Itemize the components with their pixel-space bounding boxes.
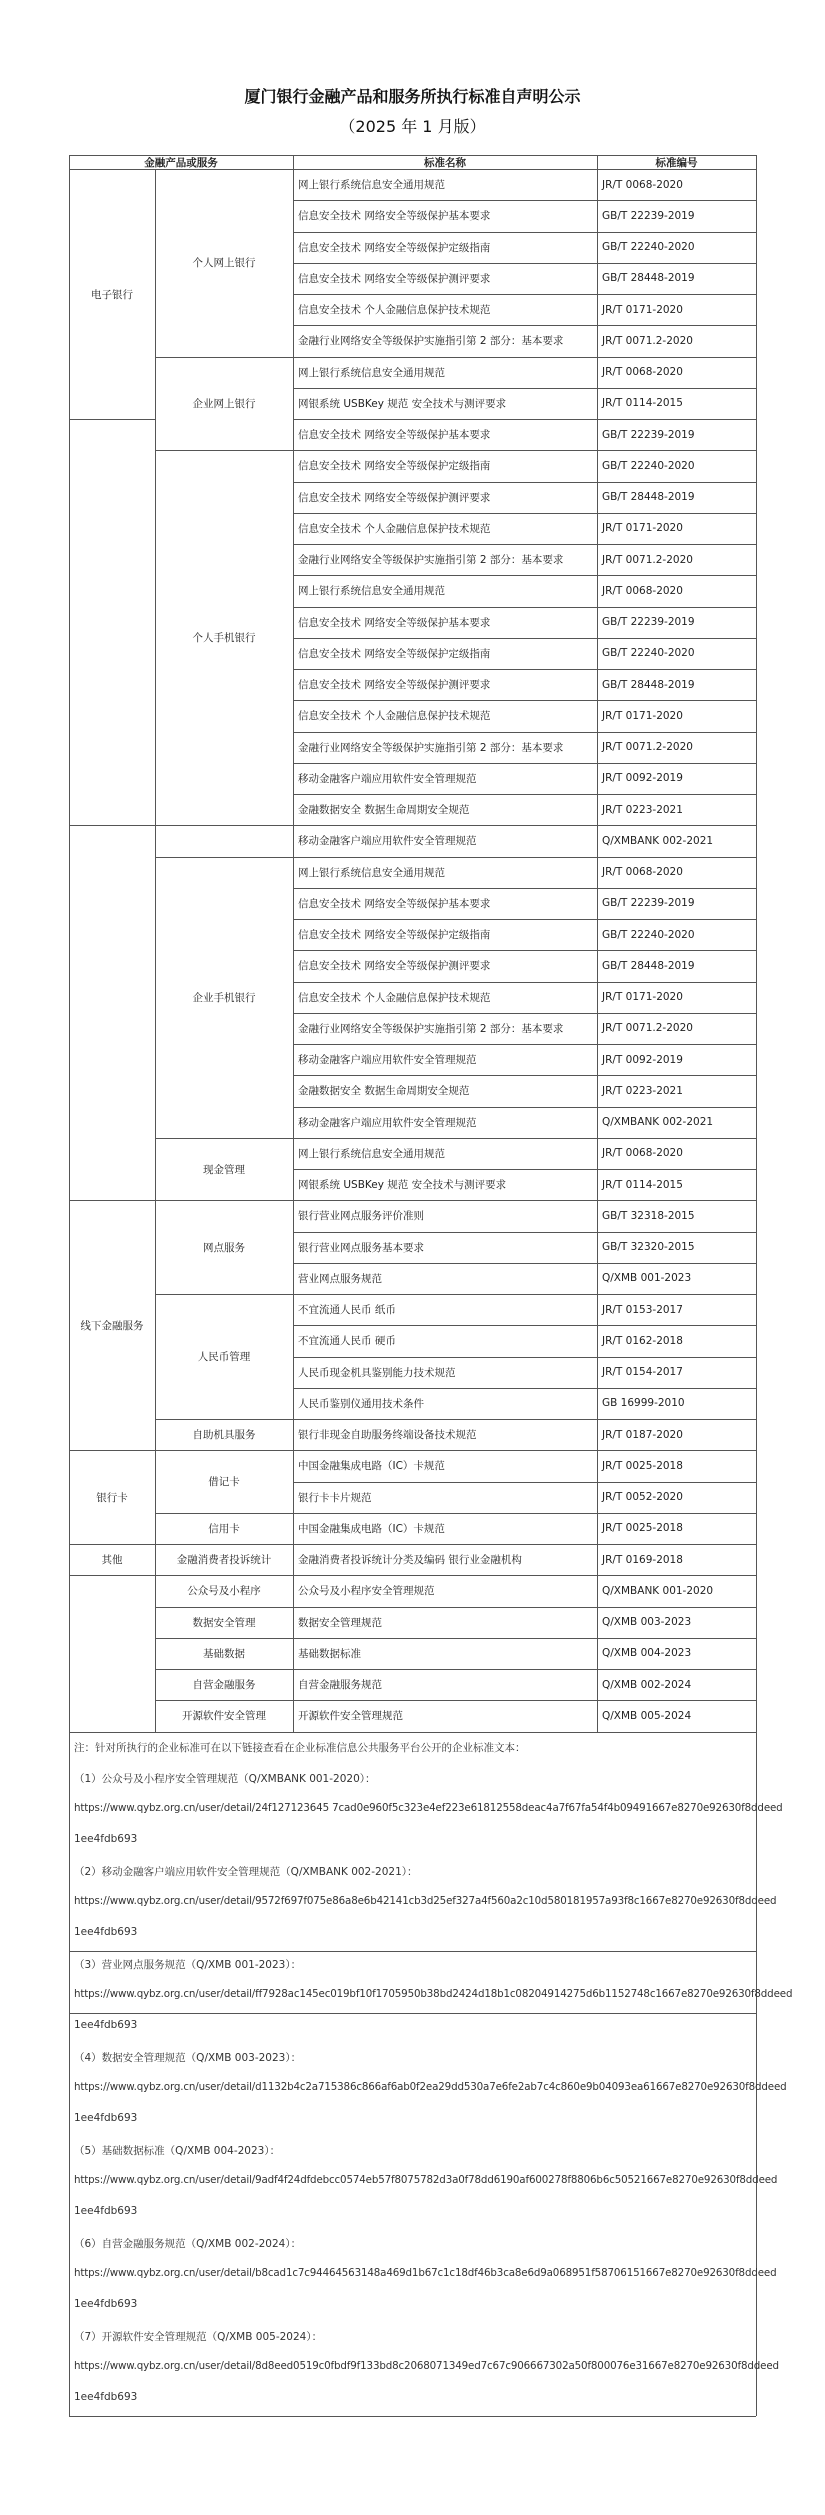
product-rule	[155, 1669, 293, 1670]
standard-code-cell: GB/T 22240-2020	[602, 647, 695, 660]
standard-name-cell: 网上银行系统信息安全通用规范	[298, 179, 445, 192]
standard-code-cell: JR/T 0068-2020	[602, 584, 683, 597]
note-text: 1ee4fdb693	[74, 2297, 138, 2310]
standard-name-cell: 信息安全技术 网络安全等级保护基本要求	[298, 210, 491, 223]
standard-name-cell: 人民币现金机具鉴别能力技术规范	[298, 1366, 456, 1379]
note-text: （3）营业网点服务规范（Q/XMB 001-2023）：	[74, 1958, 302, 1971]
note-text: （5）基础数据标准（Q/XMB 004-2023）：	[74, 2144, 281, 2157]
product-rule	[155, 1200, 293, 1201]
standard-code-cell: JR/T 0052-2020	[602, 1491, 683, 1504]
product-rule	[155, 857, 293, 858]
standard-name-cell: 信息安全技术 网络安全等级保护测评要求	[298, 679, 491, 692]
note-link[interactable]: https://www.qybz.org.cn/user/detail/ff7928ac145ec019bf10f1705950b38bd2424d18b1c08204914275d6b1152748c1667e8270e92630f8ddeed	[74, 1987, 793, 2000]
standard-code-cell: JR/T 0171-2020	[602, 303, 683, 316]
standard-code-cell: GB/T 22240-2020	[602, 459, 695, 472]
standard-code-cell: JR/T 0071.2-2020	[602, 334, 693, 347]
standard-code-cell: JR/T 0187-2020	[602, 1428, 683, 1441]
note-text: 1ee4fdb693	[74, 2111, 138, 2124]
product-rule	[155, 1138, 293, 1139]
product-rule	[155, 825, 293, 826]
note-text: （2）移动金融客户端应用软件安全管理规范（Q/XMBANK 002-2021）：	[74, 1865, 418, 1878]
note-link[interactable]: https://www.qybz.org.cn/user/detail/b8cad1c7c94464563148a469d1b67c1c18df46b3ca8e6d9a068951f58706151667e8270e92630f8ddeed	[74, 2266, 777, 2279]
product-cell: 自助机具服务	[192, 1429, 256, 1442]
note-text: 1ee4fdb693	[74, 1925, 138, 1938]
category-rule	[69, 1575, 155, 1576]
standard-code-cell: GB/T 28448-2019	[602, 959, 695, 972]
standard-code-cell: JR/T 0171-2020	[602, 991, 683, 1004]
product-cell: 基础数据	[203, 1647, 245, 1660]
standard-code-cell: JR/T 0153-2017	[602, 1303, 683, 1316]
standard-code-cell: JR/T 0162-2018	[602, 1334, 683, 1347]
note-text: 注：针对所执行的企业标准可在以下链接查看在企业标准信息公共服务平台公开的企业标准文本：	[74, 1741, 526, 1754]
standard-code-cell: GB/T 22240-2020	[602, 241, 695, 254]
standard-name-cell: 银行营业网点服务评价准则	[298, 1210, 424, 1223]
category-rule	[69, 1450, 155, 1451]
standard-code-cell: JR/T 0071.2-2020	[602, 741, 693, 754]
col1-rule	[155, 169, 156, 1732]
standard-name-cell: 移动金融客户端应用软件安全管理规范	[298, 1116, 477, 1129]
standard-name-cell: 移动金融客户端应用软件安全管理规范	[298, 835, 477, 848]
standard-code-cell: JR/T 0092-2019	[602, 1053, 683, 1066]
note-link[interactable]: https://www.qybz.org.cn/user/detail/24f127123645 7cad0e960f5c323e4ef223e61812558deac4a7f67fa54f4b09491667e8270e92630f8ddeed	[74, 1801, 783, 1814]
note-text: （6）自营金融服务规范（Q/XMB 002-2024）：	[74, 2237, 302, 2250]
product-rule	[155, 1513, 293, 1514]
note-text: 1ee4fdb693	[74, 1832, 138, 1845]
standard-code-cell: JR/T 0025-2018	[602, 1459, 683, 1472]
note-text: 1ee4fdb693	[74, 2390, 138, 2403]
notes-frame	[69, 1732, 70, 2416]
standard-code-cell: GB/T 22239-2019	[602, 616, 695, 629]
standard-name-cell: 网银系统 USBKey 规范 安全技术与测评要求	[298, 1179, 507, 1192]
standard-name-cell: 移动金融客户端应用软件安全管理规范	[298, 1054, 477, 1067]
product-rule	[155, 1700, 293, 1701]
header-standard-code: 标准编号	[655, 156, 698, 169]
note-link[interactable]: https://www.qybz.org.cn/user/detail/8d8eed0519c0fbdf9f133bd8c2068071349ed7c67c906667302a50f800076e31667e8270e92630f8ddeed	[74, 2359, 779, 2372]
standard-code-cell: Q/XMBANK 002-2021	[602, 1116, 714, 1129]
note-text: 1ee4fdb693	[74, 2204, 138, 2217]
standard-name-cell: 移动金融客户端应用软件安全管理规范	[298, 772, 477, 785]
standard-code-cell: GB/T 28448-2019	[602, 272, 695, 285]
standard-code-cell: JR/T 0068-2020	[602, 366, 683, 379]
standard-code-cell: JR/T 0068-2020	[602, 1147, 683, 1160]
right-rule	[756, 155, 757, 1732]
standard-name-cell: 信息安全技术 网络安全等级保护基本要求	[298, 429, 491, 442]
standard-name-cell: 自营金融服务规范	[298, 1679, 382, 1692]
standard-code-cell: JR/T 0223-2021	[602, 1084, 683, 1097]
product-rule	[155, 1419, 293, 1420]
standard-name-cell: 金融行业网络安全等级保护实施指引第 2 部分：基本要求	[298, 335, 564, 348]
col3-rule	[597, 155, 598, 1732]
standard-code-cell: JR/T 0071.2-2020	[602, 553, 693, 566]
note-link[interactable]: https://www.qybz.org.cn/user/detail/9572f697f075e86a8e6b42141cb3d25ef327a4f560a2c10d580181957a93f8c1667e8270e92630f8ddeed	[74, 1894, 777, 1907]
standard-name-cell: 网上银行系统信息安全通用规范	[298, 1147, 445, 1160]
category-cell: 线下金融服务	[80, 1319, 144, 1332]
category-rule	[69, 419, 155, 420]
standard-name-cell: 信息安全技术 网络安全等级保护定级指南	[298, 241, 491, 254]
standard-code-cell: GB/T 22240-2020	[602, 928, 695, 941]
standard-name-cell: 信息安全技术 网络安全等级保护基本要求	[298, 616, 491, 629]
product-cell: 现金管理	[203, 1163, 245, 1176]
standard-name-cell: 信息安全技术 网络安全等级保护基本要求	[298, 897, 491, 910]
category-cell: 电子银行	[91, 288, 133, 301]
standard-code-cell: Q/XMBANK 001-2020	[602, 1584, 714, 1597]
standard-code-cell: GB/T 28448-2019	[602, 491, 695, 504]
standard-code-cell: JR/T 0223-2021	[602, 803, 683, 816]
product-rule	[155, 1575, 293, 1576]
standard-code-cell: GB/T 32318-2015	[602, 1209, 695, 1222]
standard-name-cell: 银行营业网点服务基本要求	[298, 1241, 424, 1254]
standard-code-cell: GB/T 22239-2019	[602, 209, 695, 222]
standard-name-cell: 网上银行系统信息安全通用规范	[298, 366, 445, 379]
product-cell: 借记卡	[208, 1476, 240, 1488]
standard-code-cell: JR/T 0092-2019	[602, 772, 683, 785]
standard-code-cell: JR/T 0071.2-2020	[602, 1022, 693, 1035]
standard-code-cell: JR/T 0171-2020	[602, 522, 683, 535]
standard-code-cell: JR/T 0171-2020	[602, 709, 683, 722]
note-link[interactable]: https://www.qybz.org.cn/user/detail/9adf4f24dfdebcc0574eb57f8075782d3a0f78dd6190af600278f8806b6c50521667e8270e92630f8ddeed	[74, 2173, 778, 2186]
standard-name-cell: 金融行业网络安全等级保护实施指引第 2 部分：基本要求	[298, 554, 564, 567]
standard-name-cell: 信息安全技术 网络安全等级保护测评要求	[298, 272, 491, 285]
document-title: 厦门银行金融产品和服务所执行标准自声明公示	[244, 87, 581, 106]
standard-name-cell: 信息安全技术 网络安全等级保护定级指南	[298, 460, 491, 473]
standard-code-cell: GB/T 32320-2015	[602, 1241, 695, 1254]
standard-code-cell: JR/T 0169-2018	[602, 1553, 683, 1566]
standard-name-cell: 信息安全技术 网络安全等级保护测评要求	[298, 960, 491, 973]
product-cell: 开源软件安全管理	[182, 1710, 266, 1723]
notes-frame	[69, 2416, 756, 2417]
standard-code-cell: Q/XMBANK 002-2021	[602, 834, 714, 847]
standard-code-cell: Q/XMB 005-2024	[602, 1709, 692, 1722]
document-subtitle: （2025 年 1 月版）	[339, 117, 486, 136]
standard-name-cell: 金融数据安全 数据生命周期安全规范	[298, 804, 470, 817]
standard-name-cell: 网银系统 USBKey 规范 安全技术与测评要求	[298, 397, 507, 410]
standard-name-cell: 银行卡卡片规范	[298, 1491, 372, 1504]
standard-code-cell: JR/T 0068-2020	[602, 178, 683, 191]
product-cell: 企业网上银行	[192, 397, 256, 410]
left-rule	[69, 155, 70, 1732]
standard-code-cell: GB 16999-2010	[602, 1397, 685, 1410]
product-cell: 数据安全管理	[192, 1616, 256, 1629]
standard-name-cell: 金融行业网络安全等级保护实施指引第 2 部分：基本要求	[298, 741, 564, 754]
standard-code-cell: Q/XMB 003-2023	[602, 1616, 692, 1629]
standard-name-cell: 信息安全技术 个人金融信息保护技术规范	[298, 522, 491, 535]
note-text: 1ee4fdb693	[74, 2018, 138, 2031]
product-rule	[155, 1638, 293, 1639]
category-rule	[69, 825, 155, 826]
standard-name-cell: 网上银行系统信息安全通用规范	[298, 866, 445, 879]
standard-name-cell: 基础数据标准	[298, 1647, 361, 1660]
standard-code-cell: Q/XMB 001-2023	[602, 1272, 692, 1285]
product-rule	[155, 450, 293, 451]
standard-name-cell: 银行非现金自助服务终端设备技术规范	[298, 1429, 477, 1442]
standard-code-cell: GB/T 28448-2019	[602, 678, 695, 691]
standard-code-cell: GB/T 22239-2019	[602, 428, 695, 441]
note-link[interactable]: https://www.qybz.org.cn/user/detail/d1132b4c2a715386c866af6ab0f2ea29dd530a7e6fe2ab7c4c860e9b04093ea61667e8270e92630f8ddeed	[74, 2080, 787, 2093]
standard-name-cell: 中国金融集成电路（IC）卡规范	[298, 1460, 445, 1473]
standard-name-cell: 数据安全管理规范	[298, 1616, 382, 1629]
standard-name-cell: 信息安全技术 个人金融信息保护技术规范	[298, 304, 491, 317]
standard-name-cell: 信息安全技术 网络安全等级保护定级指南	[298, 647, 491, 660]
product-cell: 网点服务	[203, 1241, 245, 1254]
standard-name-cell: 不宜流通人民币 硬币	[298, 1335, 396, 1348]
notes-frame	[756, 1732, 757, 2416]
standard-name-cell: 信息安全技术 网络安全等级保护定级指南	[298, 929, 491, 942]
product-rule	[155, 1544, 293, 1545]
note-text: （7）开源软件安全管理规范（Q/XMB 005-2024）：	[74, 2330, 323, 2343]
note-text: （4）数据安全管理规范（Q/XMB 003-2023）：	[74, 2051, 302, 2064]
product-cell: 公众号及小程序	[187, 1585, 261, 1598]
category-cell: 其他	[101, 1554, 123, 1567]
standard-name-cell: 营业网点服务规范	[298, 1272, 382, 1285]
product-rule	[155, 357, 293, 358]
product-cell: 企业手机银行	[192, 991, 256, 1004]
standard-code-cell: JR/T 0025-2018	[602, 1522, 683, 1535]
header-standard-name: 标准名称	[424, 156, 466, 169]
product-cell: 信用卡	[208, 1522, 240, 1535]
standard-name-cell: 人民币鉴别仪通用技术条件	[298, 1397, 424, 1410]
header-bottom-rule	[69, 169, 756, 170]
product-rule	[155, 1450, 293, 1451]
standard-code-cell: JR/T 0154-2017	[602, 1366, 683, 1379]
standard-name-cell: 不宜流通人民币 纸币	[298, 1304, 396, 1317]
table-bottom-rule	[69, 1732, 756, 1733]
standard-name-cell: 信息安全技术 个人金融信息保护技术规范	[298, 991, 491, 1004]
header-product: 金融产品或服务	[144, 156, 218, 169]
standard-code-cell: JR/T 0114-2015	[602, 397, 683, 410]
note-text: （1）公众号及小程序安全管理规范（Q/XMBANK 001-2020）：	[74, 1772, 376, 1785]
col2-rule	[293, 155, 294, 1732]
product-rule	[155, 1294, 293, 1295]
product-cell: 个人网上银行	[192, 257, 256, 270]
product-cell: 人民币管理	[197, 1351, 251, 1363]
product-cell: 自营金融服务	[192, 1679, 256, 1692]
standard-code-cell: Q/XMB 002-2024	[602, 1678, 692, 1691]
standard-code-cell: JR/T 0068-2020	[602, 866, 683, 879]
standard-name-cell: 中国金融集成电路（IC）卡规范	[298, 1522, 445, 1535]
standard-name-cell: 金融消费者投诉统计分类及编码 银行业金融机构	[298, 1554, 522, 1567]
standard-name-cell: 金融数据安全 数据生命周期安全规范	[298, 1085, 470, 1098]
standard-name-cell: 公众号及小程序安全管理规范	[298, 1585, 435, 1598]
product-cell: 个人手机银行	[192, 632, 256, 645]
standard-name-cell: 金融行业网络安全等级保护实施指引第 2 部分：基本要求	[298, 1022, 564, 1035]
product-cell: 金融消费者投诉统计	[176, 1554, 272, 1567]
category-rule	[69, 1544, 155, 1545]
category-rule	[69, 1200, 155, 1201]
notes-separator	[69, 2013, 756, 2014]
table-top-rule	[69, 155, 756, 156]
standard-code-cell: GB/T 22239-2019	[602, 897, 695, 910]
standard-name-cell: 开源软件安全管理规范	[298, 1710, 403, 1723]
standard-code-cell: Q/XMB 004-2023	[602, 1647, 692, 1660]
notes-separator	[69, 1951, 756, 1952]
standard-name-cell: 信息安全技术 个人金融信息保护技术规范	[298, 710, 491, 723]
standard-code-cell: JR/T 0114-2015	[602, 1178, 683, 1191]
standard-name-cell: 网上银行系统信息安全通用规范	[298, 585, 445, 598]
category-cell: 银行卡	[96, 1491, 128, 1504]
standard-name-cell: 信息安全技术 网络安全等级保护测评要求	[298, 491, 491, 504]
product-rule	[155, 1607, 293, 1608]
